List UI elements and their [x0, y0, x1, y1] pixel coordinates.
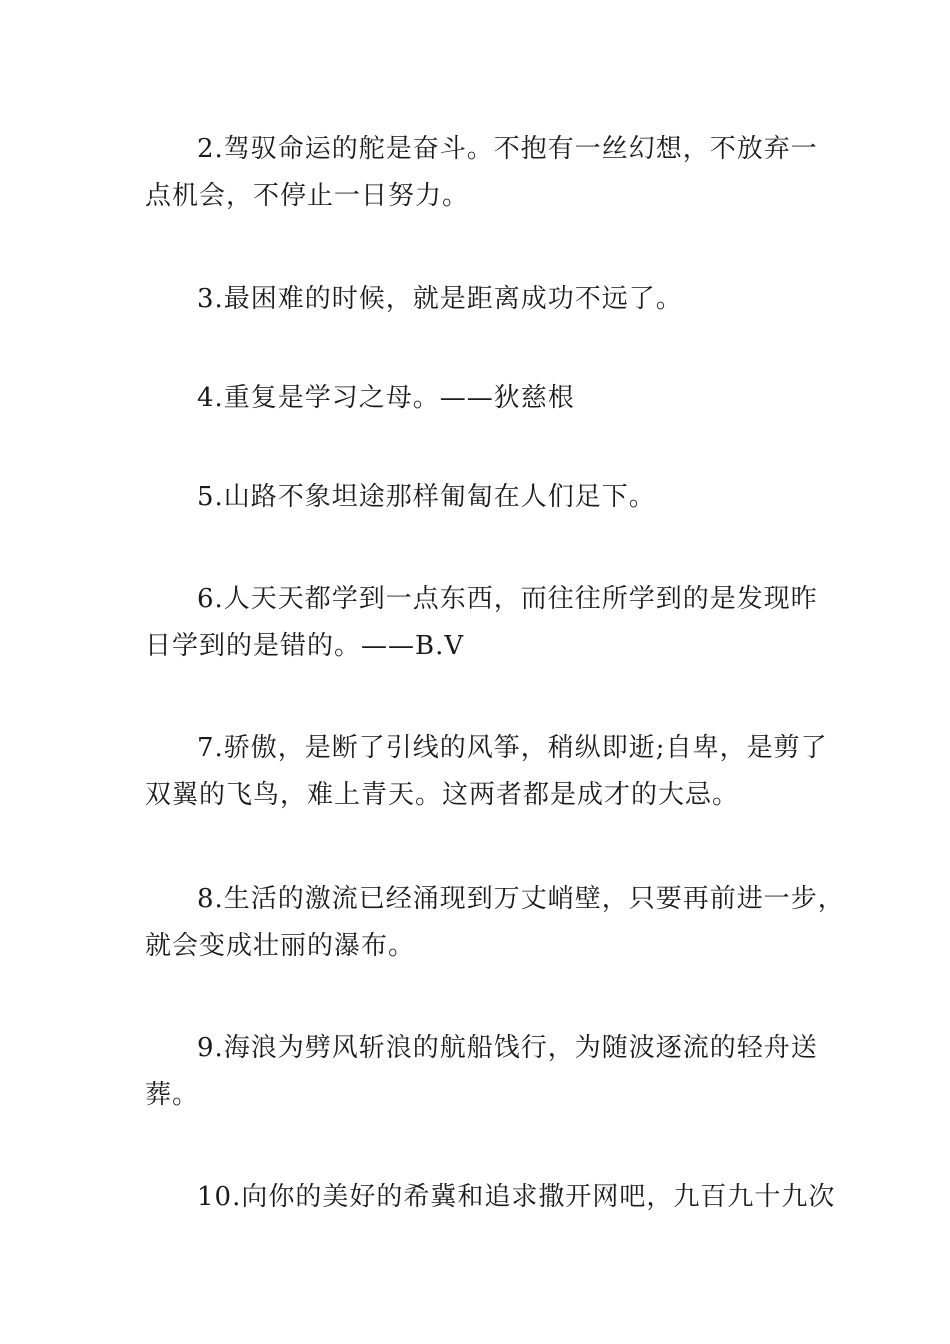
paragraph-line: 双翼的飞鸟，难上青天。这两者都是成才的大忌。 [145, 780, 740, 810]
paragraph-line: 9.海浪为劈风斩浪的航船饯行，为随波逐流的轻舟送 [197, 1033, 818, 1063]
paragraph-9 [145, 1025, 825, 1119]
paragraph-line: 葬。 [145, 1080, 200, 1110]
paragraph-line: 4.重复是学习之母。——狄慈根 [197, 383, 575, 413]
paragraph-line: 6.人天天都学到一点东西，而往往所学到的是发现昨 [197, 584, 818, 614]
paragraph-line: 就会变成壮丽的瀑布。 [145, 931, 416, 961]
paragraph-line: 10.向你的美好的希冀和追求撒开网吧，九百九十九次 [197, 1182, 836, 1212]
paragraph-line: 8.生活的激流已经涌现到万丈峭壁，只要再前进一步， [197, 884, 845, 914]
paragraph-5 [145, 474, 825, 521]
paragraph-line: 2.驾驭命运的舵是奋斗。不抱有一丝幻想，不放弃一 [197, 134, 818, 164]
paragraph-line: 3.最困难的时候，就是距离成功不远了。 [197, 284, 683, 314]
paragraph-10 [145, 1174, 836, 1221]
paragraph-line: 点机会，不停止一日努力。 [145, 181, 470, 211]
paragraph-8 [145, 876, 845, 970]
paragraph-3 [145, 276, 825, 323]
paragraph-line: 5.山路不象坦途那样匍匐在人们足下。 [197, 482, 656, 512]
paragraph-6 [145, 576, 825, 670]
paragraph-4 [145, 375, 825, 422]
paragraph-line: 日学到的是错的。——B.V [145, 631, 465, 661]
paragraph-7 [145, 725, 828, 819]
paragraph-2 [145, 126, 825, 220]
paragraph-line: 7.骄傲，是断了引线的风筝，稍纵即逝;自卑，是剪了 [197, 733, 828, 763]
